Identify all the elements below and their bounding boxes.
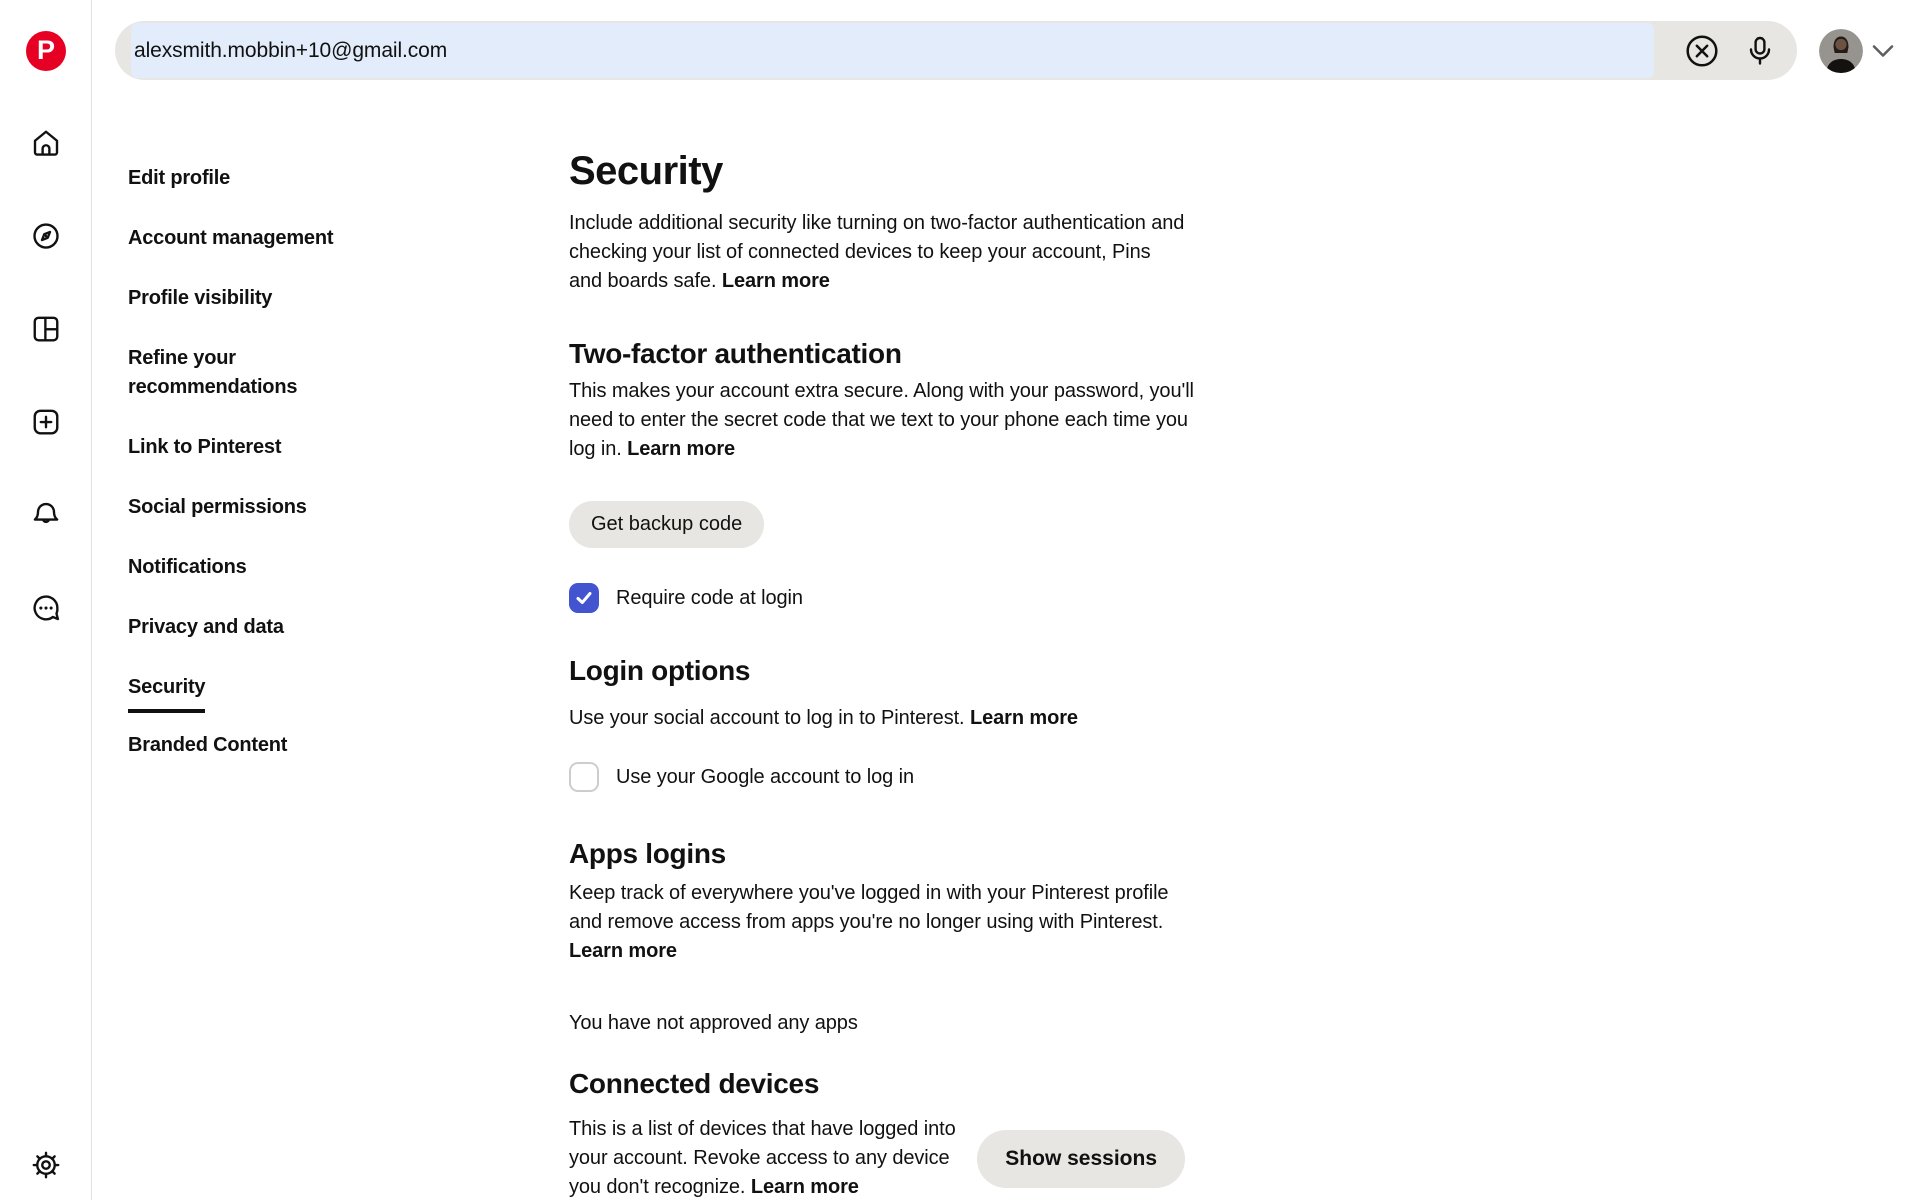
explore-icon[interactable] bbox=[31, 221, 61, 251]
microphone-icon[interactable] bbox=[1743, 34, 1777, 68]
apps-empty-state: You have not approved any apps bbox=[569, 1012, 858, 1034]
login-options-description-text: Use your social account to log in to Pinterest. bbox=[569, 707, 970, 729]
chevron-down-icon[interactable] bbox=[1870, 42, 1896, 60]
nav-item-refine-recommendations[interactable]: Refine your recommendations bbox=[128, 347, 298, 398]
apps-logins-heading: Apps logins bbox=[569, 838, 726, 869]
nav-item-notifications[interactable]: Notifications bbox=[128, 556, 247, 578]
google-login-label: Use your Google account to log in bbox=[616, 765, 914, 788]
google-login-checkbox[interactable] bbox=[569, 762, 599, 792]
show-sessions-button[interactable]: Show sessions bbox=[977, 1130, 1185, 1188]
two-factor-description bbox=[569, 377, 1194, 464]
nav-item-account-management[interactable]: Account management bbox=[128, 227, 334, 249]
pinterest-logo[interactable] bbox=[26, 31, 66, 71]
apps-logins-description bbox=[569, 879, 1189, 966]
rail-icon-stack bbox=[0, 128, 92, 623]
security-intro-text: Include additional security like turning on two-factor authentication and checking your list of connected devices to keep your account, Pins and boards safe. bbox=[569, 212, 1185, 292]
search-value: alexsmith.mobbin+10@gmail.com bbox=[134, 38, 448, 62]
settings-nav bbox=[128, 164, 368, 791]
connected-devices-heading: Connected devices bbox=[569, 1068, 820, 1099]
security-settings-panel bbox=[569, 150, 1199, 1202]
settings-icon[interactable] bbox=[31, 1150, 61, 1180]
connected-devices-learn-more-link[interactable]: Learn more bbox=[750, 1176, 859, 1198]
apps-logins-description-text: Keep track of everywhere you've logged in with your Pinterest profile and remove access from apps you're no longer using with Pinterest. bbox=[569, 882, 1169, 933]
get-backup-code-button[interactable]: Get backup code bbox=[569, 501, 764, 548]
google-login-row bbox=[569, 762, 1199, 792]
apps-logins-learn-more-link[interactable]: Learn more bbox=[569, 940, 677, 962]
login-options-description bbox=[569, 704, 1199, 733]
connected-devices-description-text: This is a list of devices that have logged into your account. Revoke access to any device you don't recognize. bbox=[569, 1118, 956, 1198]
notifications-icon[interactable] bbox=[31, 500, 61, 530]
two-factor-learn-more-link[interactable]: Learn more bbox=[627, 438, 736, 460]
x-circle-icon[interactable] bbox=[1685, 34, 1719, 68]
messages-icon[interactable] bbox=[31, 593, 61, 623]
nav-item-edit-profile[interactable]: Edit profile bbox=[128, 167, 231, 189]
nav-item-security-label: Security bbox=[128, 673, 205, 713]
two-factor-heading: Two-factor authentication bbox=[569, 338, 902, 369]
create-icon[interactable] bbox=[31, 407, 61, 437]
login-options-learn-more-link[interactable]: Learn more bbox=[969, 707, 1078, 729]
security-intro bbox=[569, 209, 1189, 296]
home-icon[interactable] bbox=[31, 128, 61, 158]
nav-item-security[interactable] bbox=[128, 673, 368, 713]
intro-learn-more-link[interactable]: Learn more bbox=[721, 270, 830, 292]
require-code-label: Require code at login bbox=[616, 586, 803, 609]
search-input[interactable] bbox=[115, 21, 1797, 80]
connected-devices-row bbox=[569, 1115, 1185, 1202]
search-text-selection bbox=[131, 23, 1654, 78]
checkmark-icon bbox=[574, 588, 594, 608]
two-factor-description-text: This makes your account extra secure. Along with your password, you'll need to enter the secret code that we text to your phone each time you log in. bbox=[569, 380, 1194, 460]
require-code-row bbox=[569, 583, 1199, 613]
nav-item-social-permissions[interactable]: Social permissions bbox=[128, 496, 307, 518]
login-options-heading: Login options bbox=[569, 655, 751, 686]
boards-icon[interactable] bbox=[31, 314, 61, 344]
nav-item-link-to-pinterest[interactable]: Link to Pinterest bbox=[128, 436, 282, 458]
nav-item-branded-content[interactable]: Branded Content bbox=[128, 734, 288, 756]
nav-item-privacy-and-data[interactable]: Privacy and data bbox=[128, 616, 284, 638]
left-rail bbox=[0, 0, 92, 1200]
avatar[interactable] bbox=[1819, 29, 1863, 73]
nav-item-profile-visibility[interactable]: Profile visibility bbox=[128, 287, 273, 309]
require-code-checkbox[interactable] bbox=[569, 583, 599, 613]
pinterest-logo-letter: P bbox=[36, 34, 55, 65]
connected-devices-description bbox=[569, 1115, 977, 1202]
page-title: Security bbox=[569, 149, 723, 193]
